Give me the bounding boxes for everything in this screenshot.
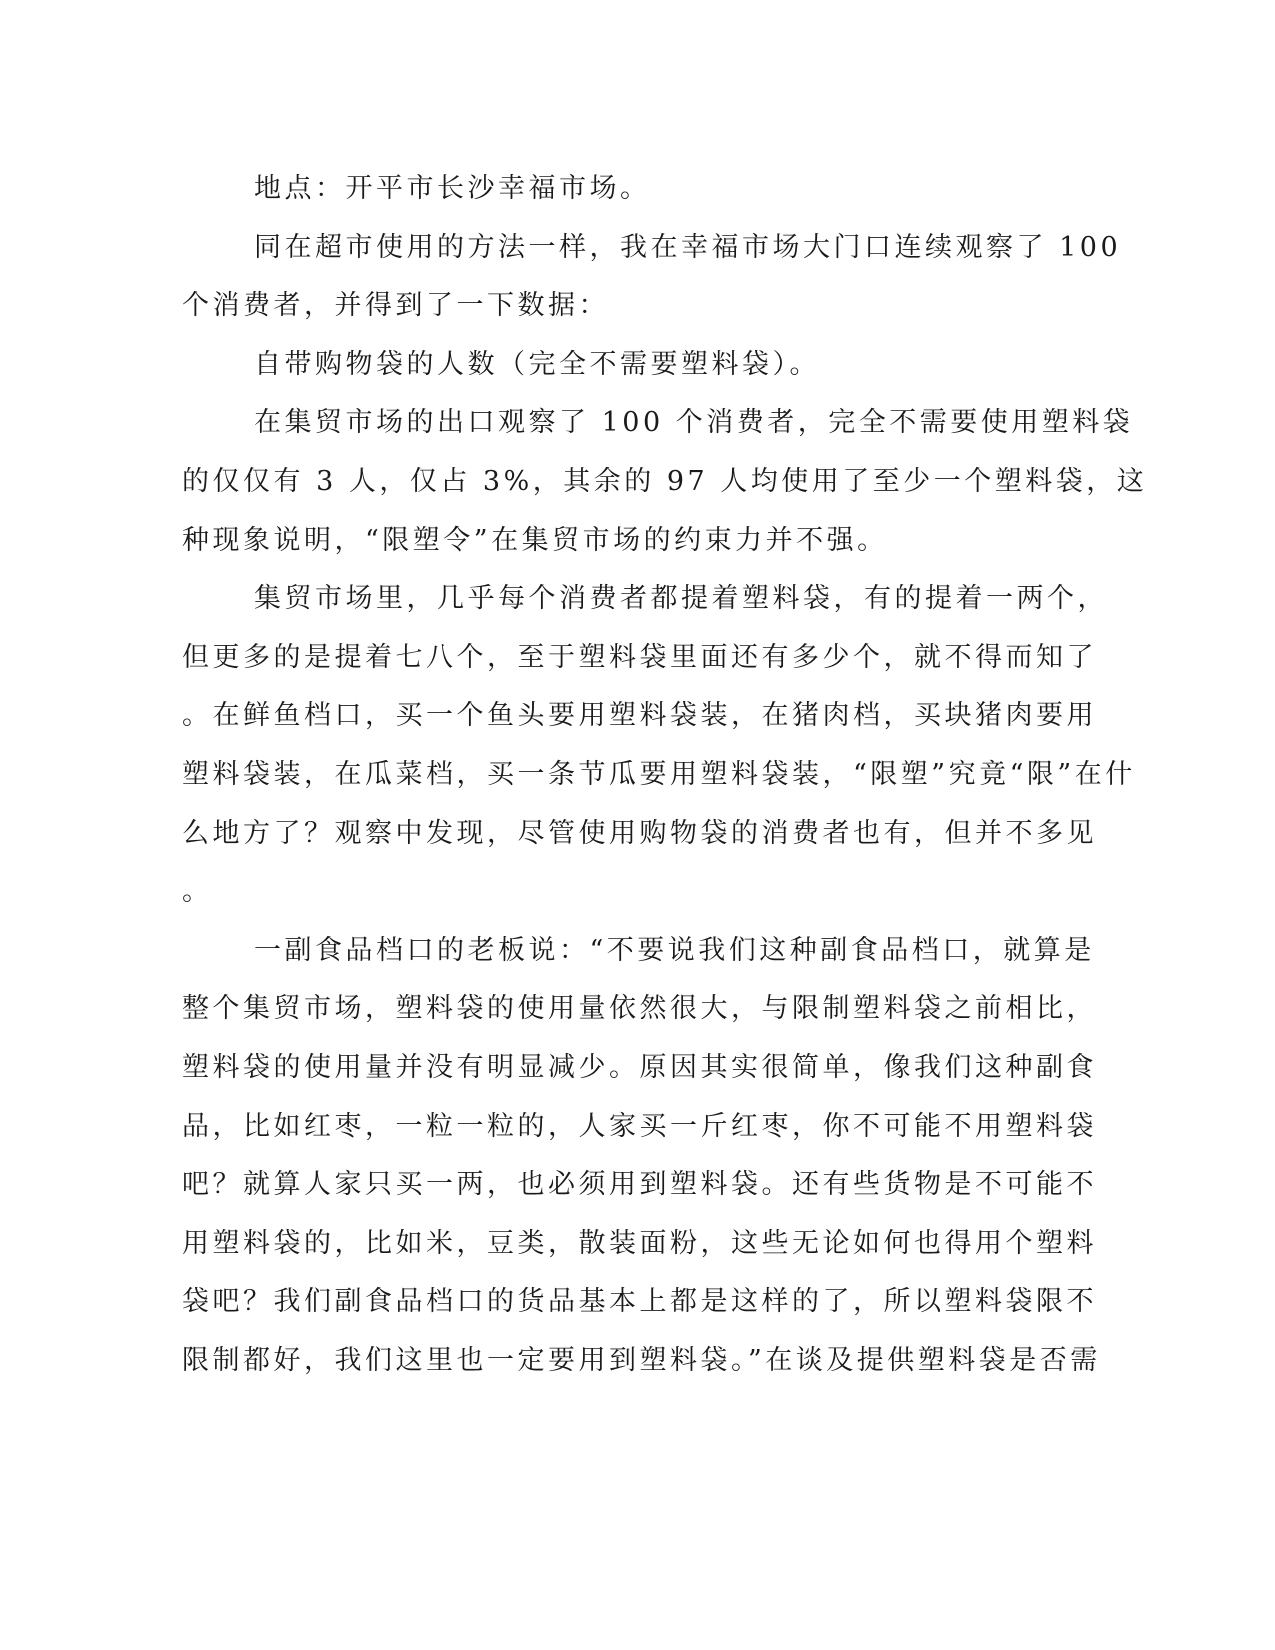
text-line: 用塑料袋的，比如米，豆类，散装面粉，这些无论如何也得用个塑料 <box>182 1227 1097 1259</box>
text-line: 一副食品档口的老板说：“不要说我们这种副食品档口，就算是 <box>254 934 1095 966</box>
text-line: 。 <box>182 876 213 908</box>
text-line: 袋吧？我们副食品档口的货品基本上都是这样的了，所以塑料袋限不 <box>182 1286 1097 1318</box>
text-line: 整个集贸市场，塑料袋的使用量依然很大，与限制塑料袋之前相比， <box>182 993 1097 1025</box>
text-line: 塑料袋装，在瓜菜档，买一条节瓜要用塑料袋装，“限塑”究竟“限”在什 <box>182 758 1136 790</box>
text-line: 品，比如红枣，一粒一粒的，人家买一斤红枣，你不可能不用塑料袋 <box>182 1110 1097 1142</box>
text-line: 种现象说明，“限塑令”在集贸市场的约束力并不强。 <box>182 524 888 556</box>
text-line: 塑料袋的使用量并没有明显减少。原因其实很简单，像我们这种副食 <box>182 1051 1097 1083</box>
text-line: 同在超市使用的方法一样，我在幸福市场大门口连续观察了 100 <box>254 231 1122 263</box>
text-line: 但更多的是提着七八个，至于塑料袋里面还有多少个，就不得而知了 <box>182 641 1097 673</box>
text-line: 限制都好，我们这里也一定要用到塑料袋。”在谈及提供塑料袋是否需 <box>182 1344 1101 1376</box>
text-line: 的仅仅有 3 人，仅占 3%，其余的 97 人均使用了至少一个塑料袋，这 <box>182 465 1148 497</box>
text-line: 在集贸市场的出口观察了 100 个消费者，完全不需要使用塑料袋 <box>254 407 1134 439</box>
text-line: 么地方了？观察中发现，尽管使用购物袋的消费者也有，但并不多见 <box>182 817 1097 849</box>
text-line: 自带购物袋的人数（完全不需要塑料袋）。 <box>254 348 820 380</box>
text-line: 集贸市场里，几乎每个消费者都提着塑料袋，有的提着一两个， <box>254 583 1108 615</box>
text-line: 吧？就算人家只买一两，也必须用到塑料袋。还有些货物是不可能不 <box>182 1169 1097 1201</box>
text-line: 。在鲜鱼档口，买一个鱼头要用塑料袋装，在猪肉档，买块猪肉要用 <box>182 700 1097 732</box>
document-body <box>182 160 1148 1390</box>
text-line: 个消费者，并得到了一下数据： <box>182 290 609 322</box>
text-line: 地点：开平市长沙幸福市场。 <box>254 173 651 204</box>
